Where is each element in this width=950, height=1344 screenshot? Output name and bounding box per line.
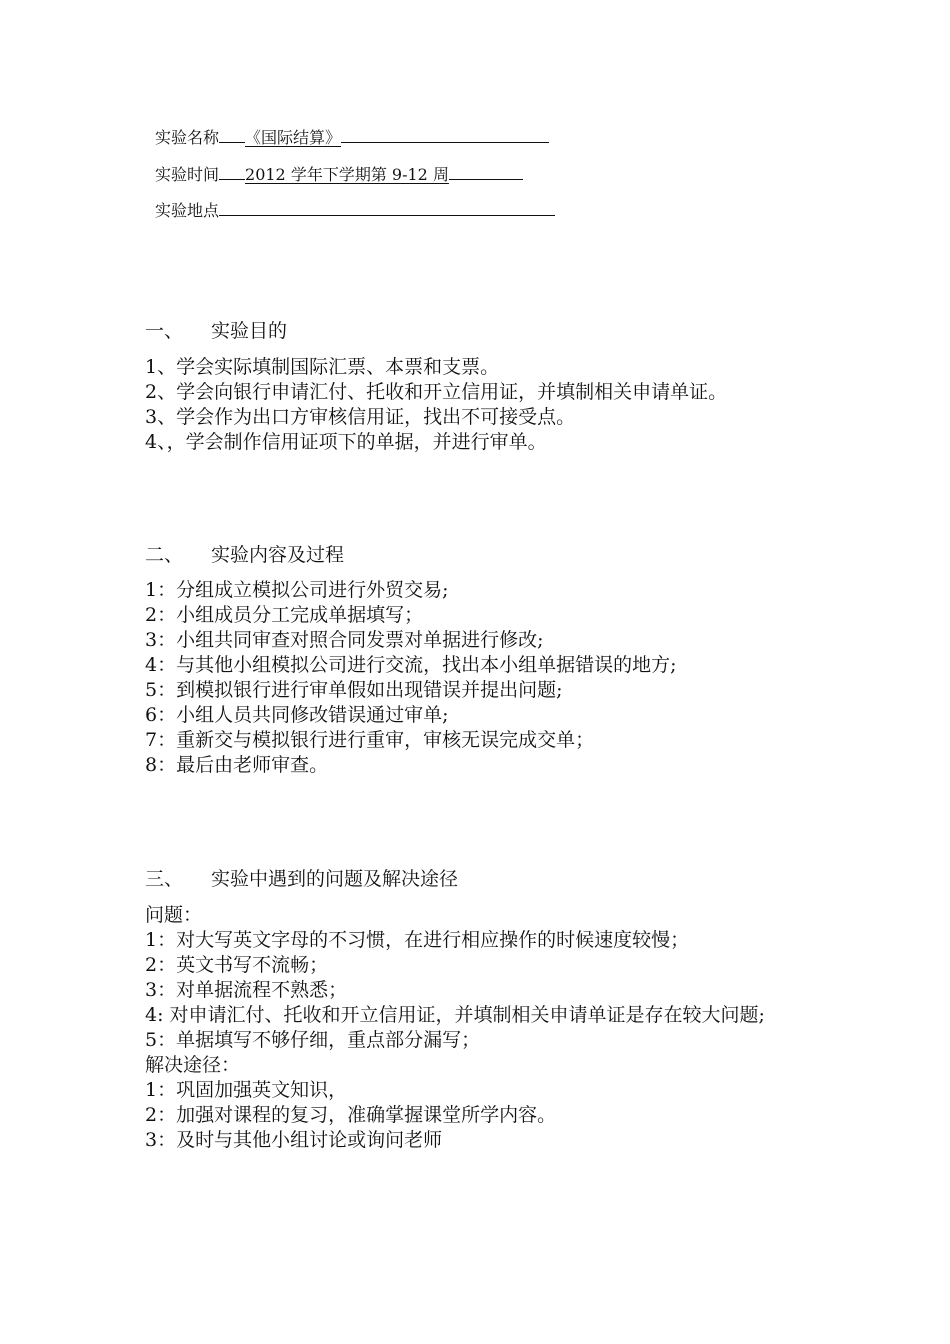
section-number: 三、: [145, 868, 184, 890]
experiment-time-label: 实验时间: [155, 165, 220, 184]
list-item: 1：巩固加强英文知识，: [145, 1079, 348, 1101]
list-item: 3：对单据流程不熟悉；: [145, 979, 348, 1001]
list-item: 1、学会实际填制国际汇票、本票和支票。: [145, 356, 500, 378]
list-item: 6：小组人员共同修改错误通过审单;: [145, 704, 449, 726]
list-item: 4: 对申请汇付、托收和开立信用证，并填制相关申请单证是存在较大问题;: [145, 1004, 765, 1026]
underline-blank: [341, 126, 549, 143]
section-title: 实验目的: [211, 320, 288, 342]
underline-blank: [219, 199, 555, 216]
list-item: 2、学会向银行申请汇付、托收和开立信用证，并填制相关申请单证。: [145, 381, 728, 403]
list-item: 解决途径：: [145, 1054, 241, 1076]
list-item: 5：到模拟银行进行审单假如出现错误并提出问题;: [145, 679, 563, 701]
section-number: 二、: [145, 544, 184, 566]
list-item: 2：英文书写不流畅；: [145, 954, 329, 976]
list-item: 3、学会作为出口方审核信用证，找出不可接受点。: [145, 406, 576, 428]
list-item: 1：对大写英文字母的不习惯，在进行相应操作的时候速度较慢；: [145, 929, 690, 951]
experiment-place-line: [155, 199, 555, 221]
section-list-1: [145, 355, 825, 455]
section-list-2: [145, 578, 825, 778]
list-item: 4：与其他小组模拟公司进行交流，找出本小组单据错误的地方;: [145, 654, 677, 676]
section-number: 一、: [145, 320, 184, 342]
experiment-name-value: 《国际结算》: [245, 128, 342, 147]
experiment-time-line: [155, 163, 523, 185]
experiment-time-value: 2012 学年下学期第 9-12 周: [245, 165, 449, 184]
list-item: 8：最后由老师审查。: [145, 754, 329, 776]
underline-blank: [219, 163, 245, 180]
list-item: 3：小组共同审查对照合同发票对单据进行修改;: [145, 629, 544, 651]
list-item: 问题：: [145, 904, 203, 926]
list-item: 1：分组成立模拟公司进行外贸交易;: [145, 579, 449, 601]
section-list-3: [145, 903, 825, 1153]
section-heading-2: [145, 543, 344, 567]
section-heading-3: [145, 867, 458, 891]
list-item: 2：小组成员分工完成单据填写；: [145, 604, 424, 626]
underline-blank: [219, 126, 245, 143]
underline-blank: [449, 163, 523, 180]
experiment-name-line: [155, 126, 549, 148]
list-item: 7：重新交与模拟银行进行重审，审核无误完成交单；: [145, 729, 595, 751]
list-item: 3：及时与其他小组讨论或询问老师: [145, 1129, 443, 1151]
list-item: 5：单据填写不够仔细，重点部分漏写；: [145, 1029, 481, 1051]
experiment-place-label: 实验地点: [155, 201, 220, 220]
list-item: 4、，学会制作信用证项下的单据，并进行审单。: [145, 431, 547, 453]
section-title: 实验中遇到的问题及解决途径: [211, 868, 459, 890]
experiment-name-label: 实验名称: [155, 128, 220, 147]
section-heading-1: [145, 319, 287, 343]
section-title: 实验内容及过程: [211, 544, 345, 566]
list-item: 2：加强对课程的复习，准确掌握课堂所学内容。: [145, 1104, 557, 1126]
